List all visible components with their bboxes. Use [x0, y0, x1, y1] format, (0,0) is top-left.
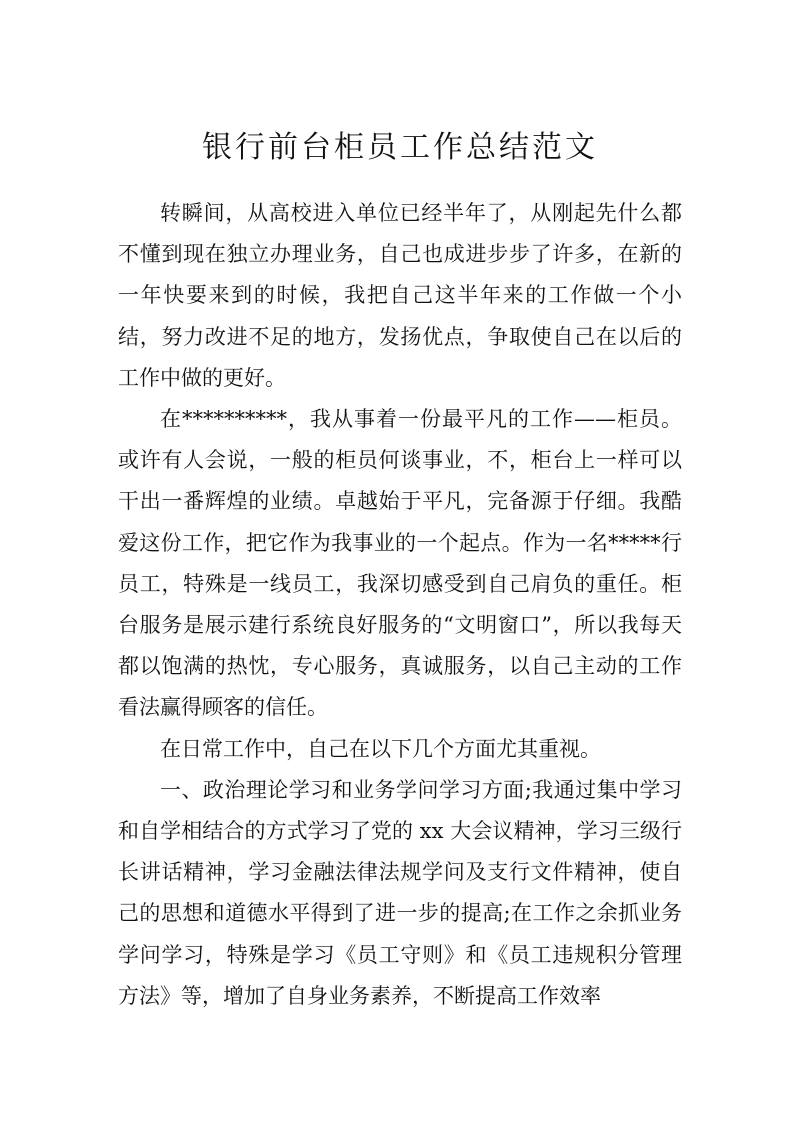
paragraph-section-one: 一、政治理论学习和业务学问学习方面;我通过集中学习和自学相结合的方式学习了党的 xx 大会议精神，学习三级行长讲话精神，学习金融法律法规学问及支行文件精神，使自己的思想和道德水平得到了进一步的提高;在工作之余抓业务学问学习，特殊是学习《员工守则》和《员工违规积分管理方法》等，增加了自身业务素养，不断提高工作效率	[118, 777, 682, 1008]
paragraph-intro: 转瞬间，从高校进入单位已经半年了，从刚起先什么都不懂到现在独立办理业务，自己也成进步步了许多，在新的一年快要来到的时候，我把自己这半年来的工作做一个小结，努力改进不足的地方，发扬优点，争取使自己在以后的工作中做的更好。	[118, 201, 682, 390]
paragraph-teller-role: 在**********，我从事着一份最平凡的工作——柜员。或许有人会说，一般的柜员何谈事业，不，柜台上一样可以干出一番辉煌的业绩。卓越始于平凡，完备源于仔细。我酷爱这份工作，把它作为我事业的一个起点。作为一名*****行员工，特殊是一线员工，我深切感受到自己肩负的重任。柜台服务是展示建行系统良好服务的“文明窗口”，所以我每天都以饱满的热忱，专心服务，真诚服务，以自己主动的工作看法赢得顾客的信任。	[118, 407, 682, 720]
document-body	[118, 193, 682, 1017]
paragraph-daily-work: 在日常工作中，自己在以下几个方面尤其重视。	[160, 736, 601, 761]
document-title: 银行前台柜员工作总结范文	[202, 130, 598, 165]
